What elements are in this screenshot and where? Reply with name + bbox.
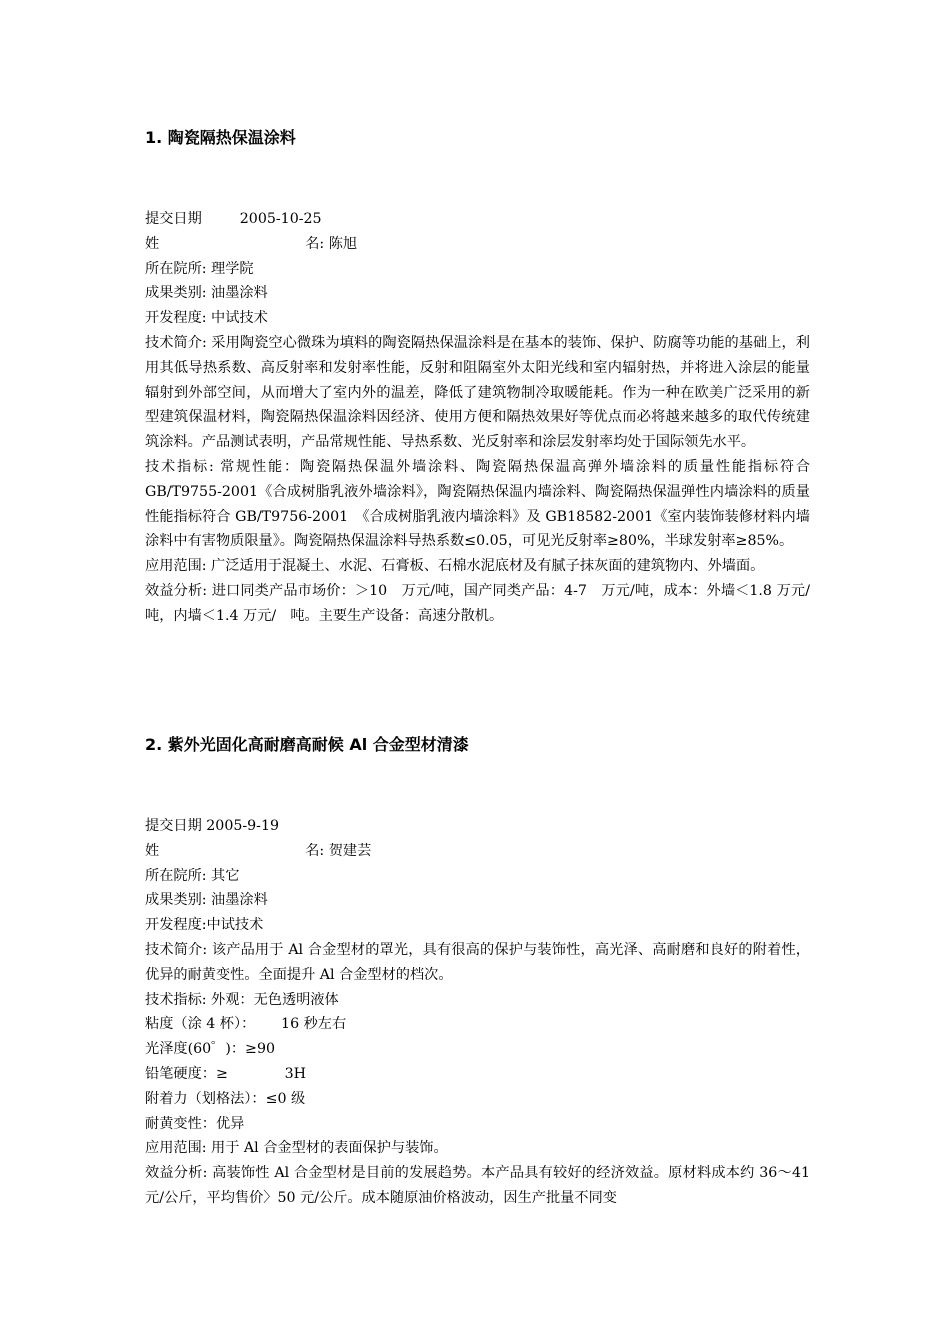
stage-line: 开发程度:中试技术 [145,917,264,934]
benefit-paragraph: 效益分析: 进口同类产品市场价：＞10 万元/吨，国产同类产品：4-7 万元/吨，成本：外墙＜1.8 万元/吨，内墙＜1.4 万元/ 吨。主要生产设备：高速分散机。 [145,582,810,624]
author-line [145,232,810,257]
section-1-title: 1. 陶瓷隔热保温涂料 [145,128,296,147]
name-label-given: 名: [305,842,325,859]
scope-paragraph: 应用范围: 用于 Al 合金型材的表面保护与装饰。 [145,1140,448,1157]
name-label-surname: 姓 [145,842,160,859]
date-label: 提交日期 [145,211,202,227]
summary-paragraph: 技术简介: 采用陶瓷空心微珠为填料的陶瓷隔热保温涂料是在基本的装饰、保护、防腐等功能的基础上，利用其低导热系数、高反射率和发射率性能，反射和阻隔室外太阳光线和室内辐射热，并将进入涂层的能量辐射到外部空间，从而增大了室内外的温差，降低了建筑物制冷取暖能耗。作为一种在欧美广泛采用的新型建筑保温材料，陶瓷隔热保温涂料因经济、使用方便和隔热效果好等优点而必将越来越多的取代传统建筑涂料。产品测试表明，产品常规性能、导热系数、光反射率和涂层发射率均处于国际领先水平。 [145,334,810,451]
benefit-paragraph: 效益分析: 高装饰性 Al 合金型材是目前的发展趋势。本产品具有较好的经济效益。原材料成本约 36～41 元/公斤，平均售价〉50 元/公斤。成本随原油价格波动，因生产批量不同变 [145,1165,810,1206]
category-line: 成果类别: 油墨涂料 [145,285,268,302]
stage-line: 开发程度: 中试技术 [145,310,268,327]
section-2-title: 2. 紫外光固化高耐磨高耐候 Al 合金型材清漆 [145,735,469,754]
institute-line: 所在院所: 其它 [145,867,240,884]
date-value: 2005-10-25 [239,211,322,227]
section-1-body [145,207,810,629]
spec-line: 耐黄变性：优异 [145,1115,245,1132]
spec-line: 附着力（划格法）：≤0 级 [145,1090,306,1107]
specs-paragraph: 技术指标: 常规性能：陶瓷隔热保温外墙涂料、陶瓷隔热保温高弹外墙涂料的质量性能指标符合 GB/T9755-2001《合成树脂乳液外墙涂料》，陶瓷隔热保温内墙涂料、陶瓷隔热保温弹性内墙涂料的质量性能指标符合 GB/T9756-2001 《合成树脂乳液内墙涂料》及 GB18582-2001《室内装饰装修材料内墙涂料中有害物质限量》。陶瓷隔热保温涂料导热系数≤0.05，可见光反射率≥80%，半球发射率≥85%。 [145,458,810,550]
spec-line: 光泽度(60゜)：≥90 [145,1041,276,1058]
submit-date-line [145,207,810,232]
category-line: 成果类别: 油墨涂料 [145,892,268,909]
spec-line: 粘度（涂 4 杯）： 16 秒左右 [145,1016,347,1033]
institute-line: 所在院所: 理学院 [145,260,254,277]
name-label-surname: 姓 [145,235,160,252]
submit-date-line: 提交日期 2005-9-19 [145,818,280,834]
summary-paragraph: 技术简介: 该产品用于 Al 合金型材的罩光，具有很高的保护与装饰性，高光泽、高耐磨和良好的附着性，优异的耐黄变性。全面提升 Al 合金型材的档次。 [145,941,810,983]
scope-paragraph: 应用范围: 广泛适用于混凝土、水泥、石膏板、石棉水泥底材及有腻子抹灰面的建筑物内、外墙面。 [145,558,765,575]
spec-line: 技术指标: 外观：无色透明液体 [145,991,339,1008]
name-label-given: 名: [305,235,325,252]
author-name: 陈旭 [328,235,358,252]
author-line [145,839,810,864]
section-2-body [145,814,810,1211]
spec-line: 铅笔硬度：≥ 3H [145,1065,306,1082]
author-name: 贺建芸 [328,842,372,859]
